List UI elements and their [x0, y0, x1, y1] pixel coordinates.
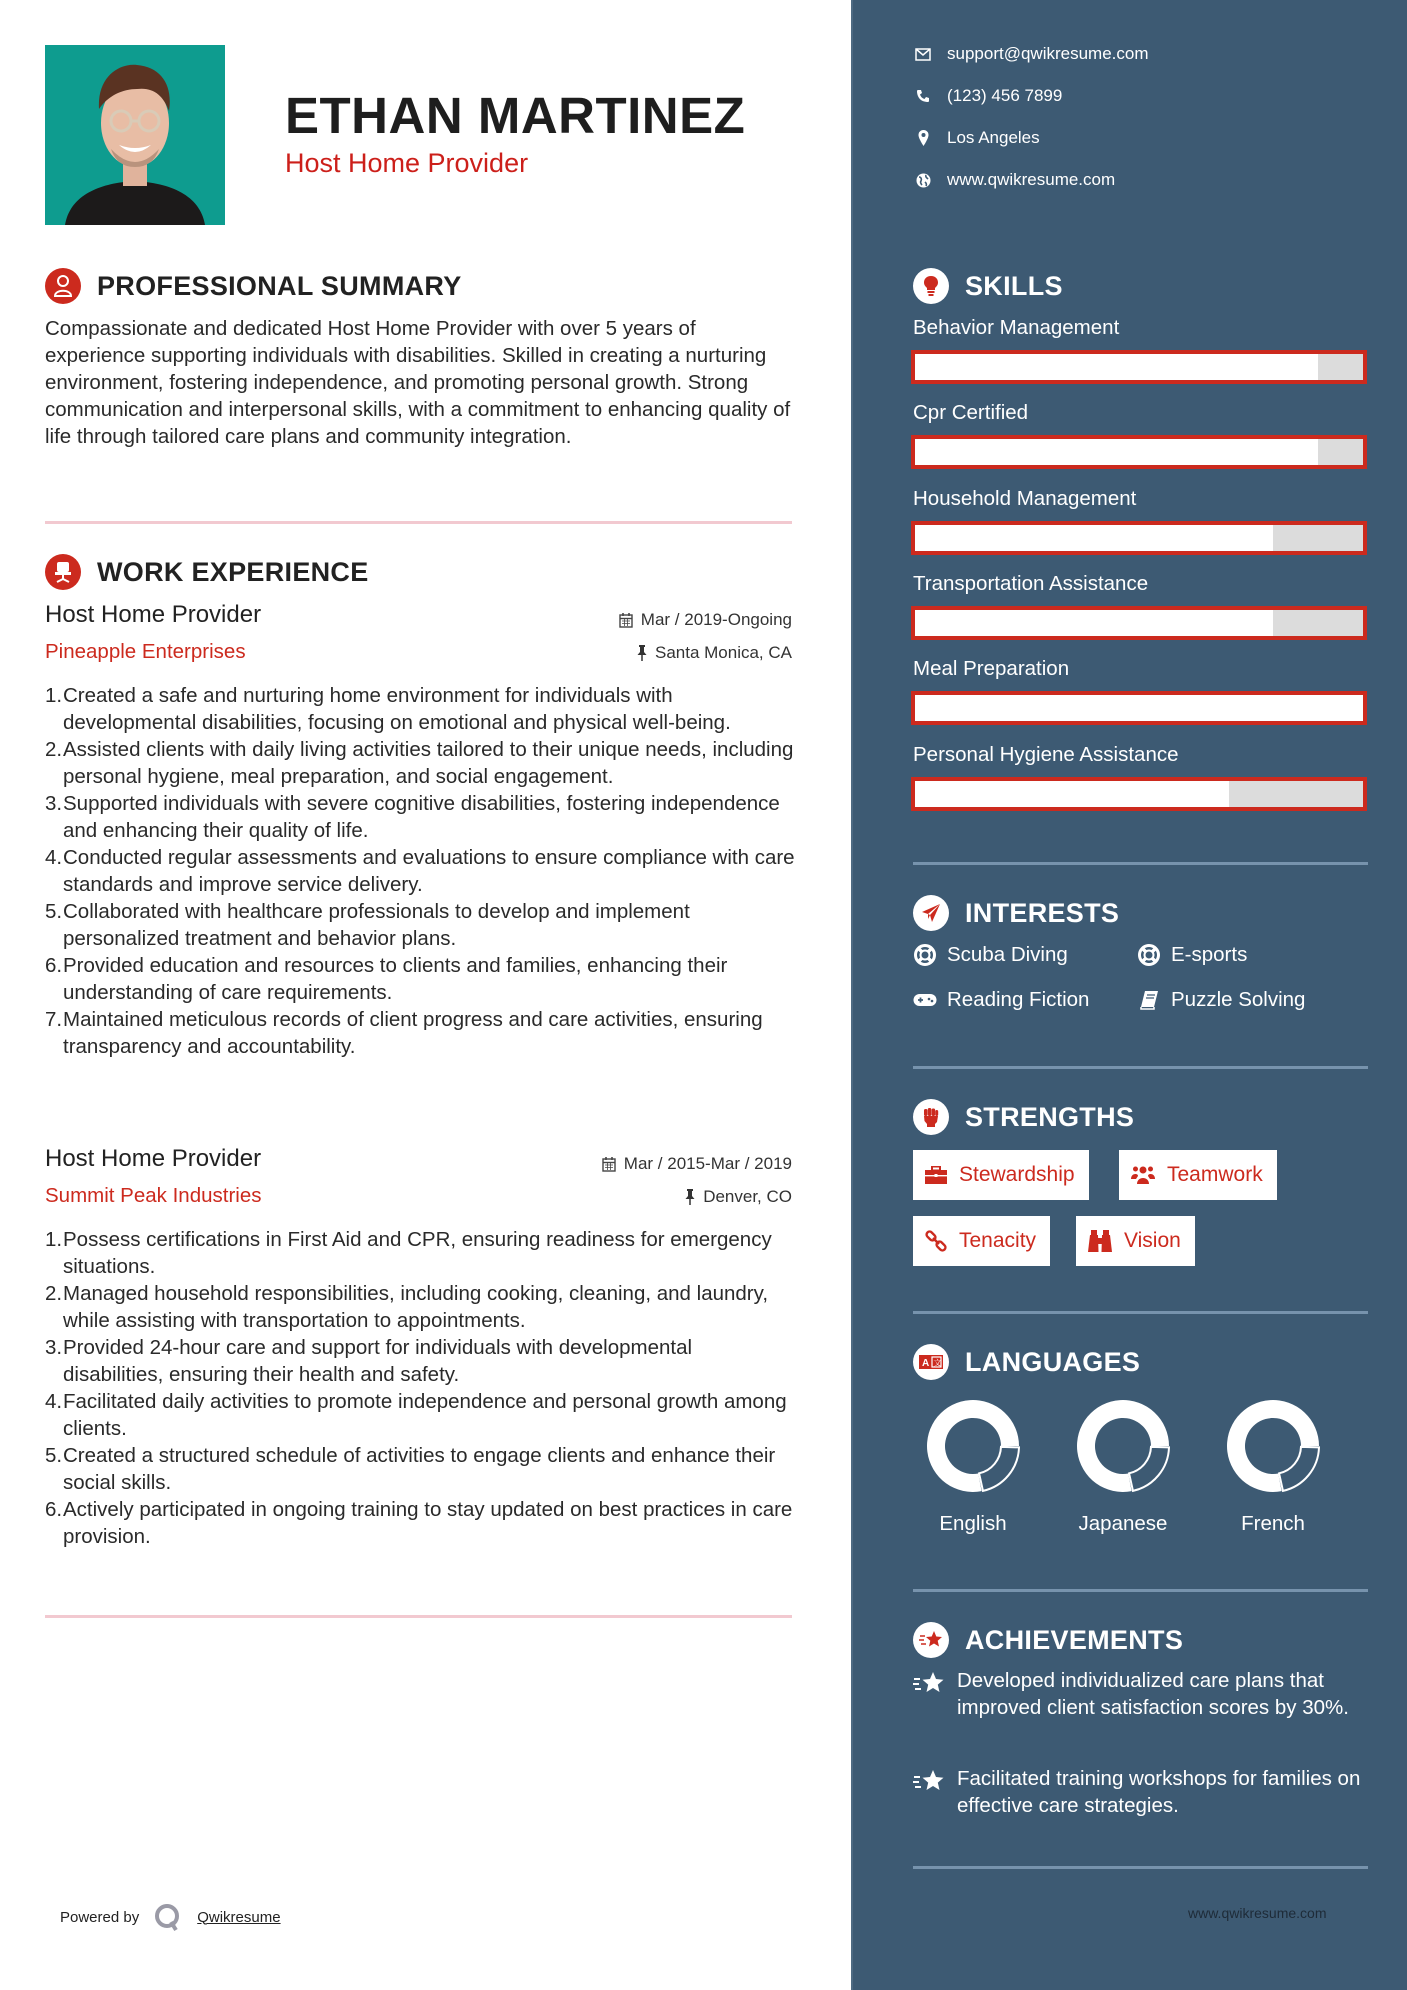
- summary-header: [45, 268, 462, 304]
- section-divider: [913, 1066, 1368, 1069]
- section-divider: [913, 1866, 1368, 1869]
- achievement-item: [913, 1765, 1373, 1819]
- summary-heading: PROFESSIONAL SUMMARY: [97, 270, 462, 301]
- duty-item: 5. Created a structured schedule of activities to engage clients and enhance their social skills.: [45, 1444, 776, 1494]
- link-icon: [925, 1230, 947, 1252]
- duty-item: 6. Actively participated in ongoing training to stay updated on best practices in care provision.: [45, 1498, 793, 1548]
- powered-by: [60, 1902, 281, 1932]
- language-donut-chart: [1075, 1398, 1171, 1494]
- candidate-title: Host Home Provider: [285, 148, 529, 178]
- achievements-header: [913, 1622, 1183, 1658]
- gamepad-icon: [913, 993, 937, 1007]
- language-donut-chart: [1225, 1398, 1321, 1494]
- company-name: Summit Peak Industries: [45, 1184, 262, 1207]
- strength-label: Teamwork: [1167, 1163, 1263, 1186]
- shooting-star-icon: [913, 1667, 945, 1721]
- binoculars-icon: [1088, 1230, 1112, 1252]
- skill-bar-fill: [915, 610, 1273, 636]
- interest-label: Reading Fiction: [947, 988, 1090, 1011]
- experience-header: [45, 554, 369, 590]
- shooting-star-icon: [913, 1765, 945, 1819]
- paper-plane-icon: [913, 895, 949, 931]
- strength-badge: [1076, 1216, 1195, 1266]
- duty-item: 2. Assisted clients with daily living activities tailored to their unique needs, including personal hygiene, meal preparation, and social engagement.: [45, 738, 794, 788]
- duty-item: 5. Collaborated with healthcare professionals to develop and implement personalized treatment and behavior plans.: [45, 900, 690, 950]
- job-location-text: Denver, CO: [703, 1187, 792, 1206]
- shooting-star-icon: [913, 1622, 949, 1658]
- achievement-item: [913, 1667, 1373, 1721]
- summary-text: Compassionate and dedicated Host Home Provider with over 5 years of experience supporting individuals with disabilities. Skilled in creating a nurturing environment, fostering independence, and promoting personal growth. Strong communication and interpersonal skills, with a commitment to enhancing quality of life through tailored care plans and community integration.: [45, 317, 791, 448]
- phone-text: (123) 456 7899: [947, 86, 1063, 105]
- skill-bar: [911, 435, 1367, 469]
- pushpin-icon: [637, 645, 647, 661]
- interest-label: E-sports: [1171, 943, 1248, 966]
- achievement-text: Developed individualized care plans that improved client satisfaction scores by 30%.: [957, 1669, 1349, 1719]
- interest-item: [1137, 988, 1305, 1012]
- strength-label: Tenacity: [959, 1229, 1037, 1252]
- location-text: Los Angeles: [947, 128, 1040, 147]
- job-location: [637, 643, 792, 663]
- achievements-heading: ACHIEVEMENTS: [965, 1624, 1184, 1655]
- interest-label: Scuba Diving: [947, 943, 1068, 966]
- life-ring-icon: [1137, 944, 1161, 966]
- section-divider: [913, 862, 1368, 865]
- section-divider: [45, 521, 792, 524]
- life-ring-icon: [913, 944, 937, 966]
- skill-bar-fill: [915, 781, 1229, 807]
- skill-bar: [911, 606, 1367, 640]
- strength-label: Vision: [1124, 1229, 1181, 1252]
- job-dates: [602, 1154, 792, 1174]
- duty-item: 6. Provided education and resources to clients and families, enhancing their understanding of care requirements.: [45, 954, 728, 1004]
- job-dates: [619, 610, 792, 630]
- website-text: www.qwikresume.com: [947, 170, 1116, 189]
- skills-header: [913, 268, 1063, 304]
- person-portrait-icon: [45, 45, 225, 225]
- contact-website[interactable]: [913, 170, 1115, 190]
- language-item: [1063, 1398, 1183, 1536]
- achievement-text: Facilitated training workshops for families on effective care strategies.: [957, 1767, 1361, 1817]
- strength-badge: [913, 1150, 1089, 1200]
- pushpin-icon: [685, 1189, 695, 1205]
- phone-icon: [913, 89, 933, 103]
- calendar-icon: [619, 613, 633, 628]
- job-location-text: Santa Monica, CA: [654, 643, 792, 662]
- qwikresume-link[interactable]: Qwikresume: [197, 1908, 281, 1926]
- duty-item: 4. Facilitated daily activities to promote independence and personal growth among clients.: [45, 1390, 787, 1440]
- skill-label: Meal Preparation: [913, 657, 1070, 680]
- duty-item: 4. Conducted regular assessments and evaluations to ensure compliance with care standards and improve service delivery.: [45, 846, 795, 896]
- svg-text:文: 文: [933, 1358, 942, 1368]
- powered-by-label: Powered by: [60, 1908, 140, 1926]
- language-donut-chart: [925, 1398, 1021, 1494]
- job-dates-text: Mar / 2015-Mar / 2019: [623, 1154, 792, 1173]
- duties-list: [45, 1226, 797, 1550]
- skills-heading: SKILLS: [965, 270, 1063, 301]
- skill-label: Household Management: [913, 487, 1137, 510]
- interest-item: [913, 988, 1089, 1012]
- company-name: Pineapple Enterprises: [45, 640, 246, 663]
- book-icon: [1137, 990, 1161, 1010]
- contact-email[interactable]: [913, 44, 1149, 64]
- candidate-name: ETHAN MARTINEZ: [285, 87, 746, 144]
- interests-header: [913, 895, 1119, 931]
- sidebar: [851, 0, 1407, 1990]
- email-text: support@qwikresume.com: [947, 44, 1149, 63]
- globe-icon: [913, 173, 933, 188]
- strengths-header: [913, 1099, 1134, 1135]
- skill-bar-fill: [915, 695, 1363, 721]
- duty-item: 2. Managed household responsibilities, including cooking, cleaning, and laundry, while assisting with transportation to appointments.: [45, 1282, 769, 1332]
- interests-heading: INTERESTS: [965, 897, 1120, 928]
- svg-text:A: A: [922, 1358, 930, 1369]
- strength-label: Stewardship: [959, 1163, 1075, 1186]
- qwikresume-logo-icon: [153, 1902, 183, 1932]
- experience-heading: WORK EXPERIENCE: [97, 556, 369, 587]
- skill-bar-fill: [915, 525, 1273, 551]
- languages-heading: LANGUAGES: [965, 1346, 1141, 1377]
- section-divider: [45, 1615, 792, 1618]
- job-title: Host Home Provider: [45, 601, 262, 628]
- skill-bar: [911, 521, 1367, 555]
- users-icon: [1131, 1165, 1155, 1185]
- language-label: English: [939, 1512, 1007, 1535]
- strength-badge: [913, 1216, 1050, 1266]
- duty-item: 1. Possess certifications in First Aid and CPR, ensuring readiness for emergency situations.: [45, 1228, 772, 1278]
- language-item: [1213, 1398, 1333, 1536]
- skill-label: Transportation Assistance: [913, 572, 1149, 595]
- duty-item: 1. Created a safe and nurturing home environment for individuals with developmental disabilities, focusing on emotional and physical well-being.: [45, 684, 731, 734]
- envelope-icon: [913, 48, 933, 61]
- skill-bar-fill: [915, 354, 1318, 380]
- fist-icon: [913, 1099, 949, 1135]
- language-label: French: [1241, 1512, 1305, 1535]
- language-label: Japanese: [1078, 1512, 1168, 1535]
- interest-label: Puzzle Solving: [1171, 988, 1306, 1011]
- user-icon: [45, 268, 81, 304]
- lightbulb-icon: [913, 268, 949, 304]
- footer-url[interactable]: www.qwikresume.com: [1188, 1905, 1327, 1921]
- interest-item: [913, 943, 1068, 967]
- contact-phone[interactable]: [913, 86, 1062, 106]
- profile-photo: [45, 45, 225, 225]
- skill-bar: [911, 691, 1367, 725]
- job-location: [685, 1187, 792, 1207]
- skill-label: Personal Hygiene Assistance: [913, 743, 1179, 766]
- duty-item: 3. Supported individuals with severe cognitive disabilities, fostering independence and enhancing their quality of life.: [45, 792, 780, 842]
- skill-label: Behavior Management: [913, 316, 1120, 339]
- skill-bar: [911, 350, 1367, 384]
- skill-bar: [911, 777, 1367, 811]
- briefcase-icon: [925, 1166, 947, 1184]
- strengths-heading: STRENGTHS: [965, 1101, 1135, 1132]
- skill-bar-fill: [915, 439, 1318, 465]
- duty-item: 3. Provided 24-hour care and support for individuals with developmental disabilities, ensuring their health and safety.: [45, 1336, 693, 1386]
- duty-item: 7. Maintained meticulous records of client progress and care activities, ensuring transparency and accountability.: [45, 1008, 763, 1058]
- section-divider: [913, 1589, 1368, 1592]
- office-chair-icon: [45, 554, 81, 590]
- languages-header: [913, 1344, 1140, 1380]
- language-item: [913, 1398, 1033, 1536]
- skill-label: Cpr Certified: [913, 401, 1029, 424]
- job-title: Host Home Provider: [45, 1145, 262, 1172]
- calendar-icon: [602, 1157, 616, 1172]
- translate-icon: [913, 1344, 949, 1380]
- contact-location: [913, 128, 1040, 148]
- section-divider: [913, 1311, 1368, 1314]
- strength-badge: [1119, 1150, 1277, 1200]
- duties-list: [45, 682, 797, 1060]
- interest-item: [1137, 943, 1247, 967]
- map-marker-icon: [913, 130, 933, 146]
- job-dates-text: Mar / 2019-Ongoing: [640, 610, 792, 629]
